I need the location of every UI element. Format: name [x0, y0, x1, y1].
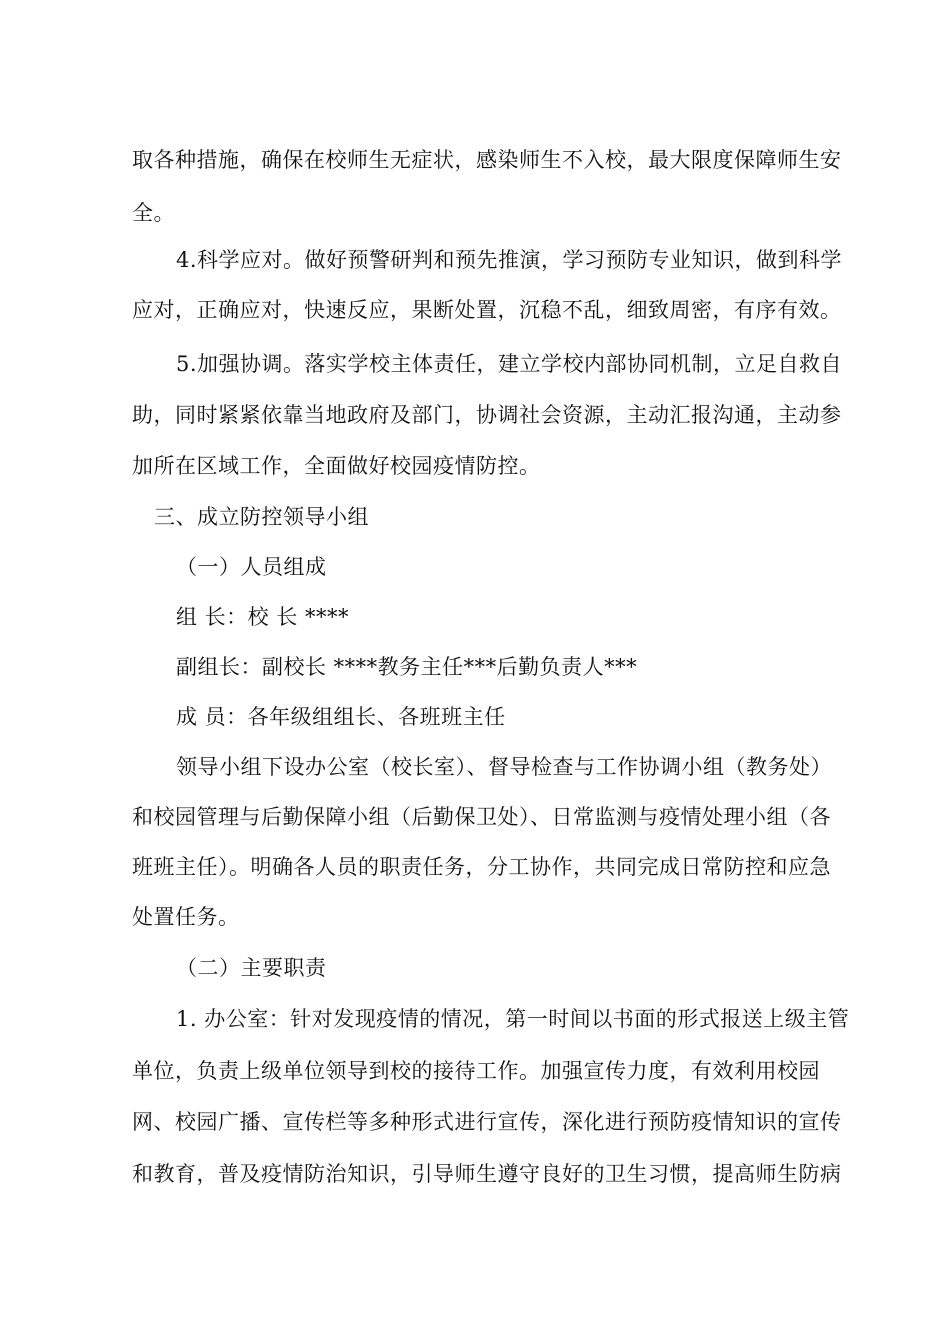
list-item-science-response: 4.科学应对。做好预警研判和预先推演，学习预防专业知识，做到科学: [176, 248, 843, 272]
leader-line: 组 长：校 长 ****: [176, 605, 350, 629]
body-text-line: 班班主任）。明确各人员的职责任务，分工协作，共同完成日常防控和应急: [132, 855, 831, 879]
section-heading: 三、成立防控领导小组: [154, 505, 369, 529]
body-text-line: 加所在区域工作，全面做好校园疫情防控。: [132, 454, 541, 478]
body-text-line: 网、校园广播、宣传栏等多种形式进行宣传，深化进行预防疫情知识的宣传: [132, 1110, 842, 1134]
members-line: 成 员：各年级组组长、各班班主任: [176, 705, 506, 729]
deputy-leader-line: 副组长：副校长 ****教务主任***后勤负责人***: [176, 655, 638, 679]
list-item-office: 1. 办公室：针对发现疫情的情况，第一时间以书面的形式报送上级主管: [176, 1007, 850, 1031]
list-item-coordination: 5.加强协调。落实学校主体责任，建立学校内部协同机制，立足自救自: [176, 352, 843, 376]
body-text-line: 领导小组下设办公室（校长室）、督导检查与工作协调小组（教务处）: [176, 755, 832, 779]
subsection-heading: （一）人员组成: [176, 555, 327, 579]
body-text-line: 和校园管理与后勤保障小组（后勤保卫处）、日常监测与疫情处理小组（各: [132, 805, 831, 829]
body-text-line: 助，同时紧紧依靠当地政府及部门，协调社会资源，主动汇报沟通，主动参: [132, 403, 842, 427]
body-text-line: 应对，正确应对，快速反应，果断处置，沉稳不乱，细致周密，有序有效。: [132, 298, 842, 322]
subsection-heading: （二）主要职责: [176, 956, 327, 980]
body-text-line: 取各种措施，确保在校师生无症状，感染师生不入校，最大限度保障师生安: [132, 148, 842, 172]
body-text-line: 单位，负责上级单位领导到校的接待工作。加强宣传力度，有效利用校园: [132, 1059, 820, 1083]
body-text-line: 处置任务。: [132, 905, 240, 929]
body-text-line: 和教育，普及疫情防治知识，引导师生遵守良好的卫生习惯，提高师生防病: [132, 1162, 842, 1186]
body-text-line: 全。: [132, 201, 175, 225]
